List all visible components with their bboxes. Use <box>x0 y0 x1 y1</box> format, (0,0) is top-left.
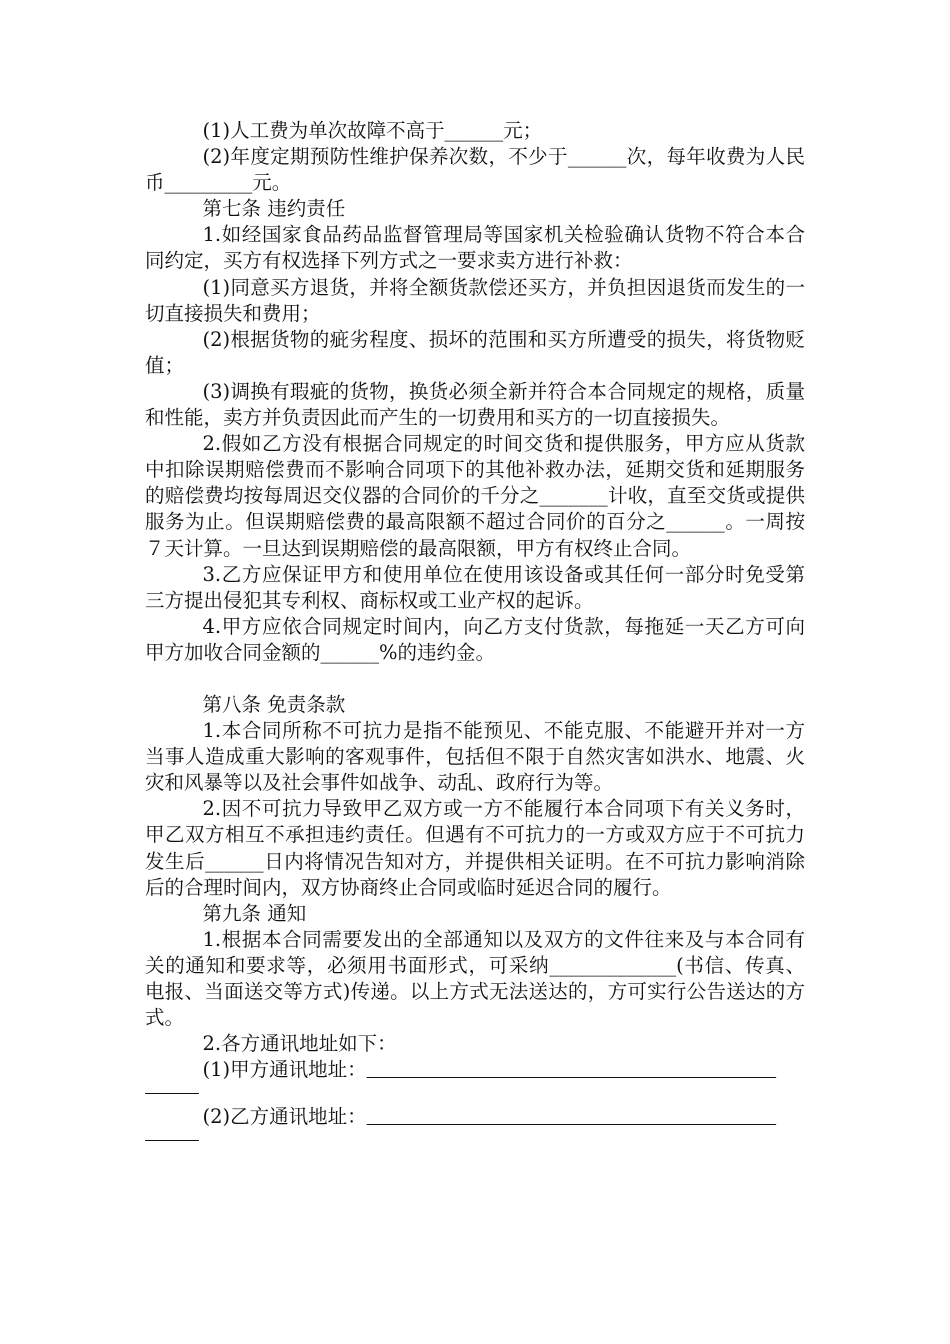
party-b-address-blank-continued <box>145 1124 199 1141</box>
article-9-item-1: 1.根据本合同需要发出的全部通知以及双方的文件往来及与本合同有关的通知和要求等，必须用书面形式，可采纳_____________(书信、传真、电报、当面送交等方式)传递。以上方式无法送达的，方可实行公告送达的方式。 <box>145 927 805 1030</box>
party-a-address-blank-continued <box>145 1077 199 1094</box>
party-b-address <box>145 1104 805 1130</box>
party-a-address-blank <box>367 1058 777 1081</box>
article-7-title: 第七条 违约责任 <box>202 197 346 221</box>
article-9-item-2: 2.各方通讯地址如下： <box>202 1032 397 1056</box>
article-7-item-4: 4.甲方应依合同规定时间内，向乙方支付货款，每拖延一天乙方可向甲方加收合同金额的______%的违约金。 <box>145 614 805 664</box>
section-spacer <box>145 666 805 692</box>
party-a-address <box>145 1057 805 1083</box>
article-7-item-1-1: (1)同意买方退货，并将全额货款偿还买方，并负担因退货而发生的一切直接损失和费用； <box>145 275 805 325</box>
party-a-address-label: (1)甲方通讯地址： <box>202 1058 367 1082</box>
article-7-item-2: 2.假如乙方没有根据合同规定的时间交货和提供服务，甲方应从货款中扣除误期赔偿费而不影响合同项下的其他补救办法，延期交货和延期服务的赔偿费均按每周迟交仪器的合同价的千分之_______计收，直至交货或提供服务为止。但误期赔偿费的最高限额不超过合同价的百分之______。一周按７天计算。一旦达到误期赔偿的最高限额，甲方有权终止合同。 <box>145 432 805 560</box>
article-7-item-1-3: (3)调换有瑕疵的货物，换货必须全新并符合本合同规定的规格，质量和性能，卖方并负责因此而产生的一切费用和买方的一切直接损失。 <box>145 379 805 430</box>
contract-page <box>145 118 805 1151</box>
party-b-address-label: (2)乙方通讯地址： <box>202 1105 367 1129</box>
clause-maintenance-times: (2)年度定期预防性维护保养次数，不少于______次，每年收费为人民币_________元。 <box>145 145 805 195</box>
article-8-item-1: 1.本合同所称不可抗力是指不能预见、不能克服、不能避开并对一方当事人造成重大影响的客观事件，包括但不限于自然灾害如洪水、地震、火灾和风暴等以及社会事件如战争、动乱、政府行为等。 <box>145 719 805 795</box>
clause-labor-fee: (1)人工费为单次故障不高于______元； <box>202 119 543 142</box>
article-9-title: 第九条 通知 <box>202 901 307 925</box>
article-7-item-1: 1.如经国家食品药品监督管理局等国家机关检验确认货物不符合本合同约定，买方有权选择下列方式之一要求卖方进行补救： <box>145 223 805 273</box>
party-b-address-blank <box>367 1105 777 1128</box>
article-8-title: 第八条 免责条款 <box>202 692 346 716</box>
article-8-item-2: 2.因不可抗力导致甲乙双方或一方不能履行本合同项下有关义务时，甲乙双方相互不承担违约责任。但遇有不可抗力的一方或双方应于不可抗力发生后______日内将情况告知对方，并提供相关证明。在不可抗力影响消除后的合理时间内，双方协商终止合同或临时延迟合同的履行。 <box>145 797 805 899</box>
article-7-item-3: 3.乙方应保证甲方和使用单位在使用该设备或其任何一部分时免受第三方提出侵犯其专利权、商标权或工业产权的起诉。 <box>145 562 805 612</box>
article-7-item-1-2: (2)根据货物的疵劣程度、损坏的范围和买方所遭受的损失，将货物贬值； <box>145 327 805 377</box>
